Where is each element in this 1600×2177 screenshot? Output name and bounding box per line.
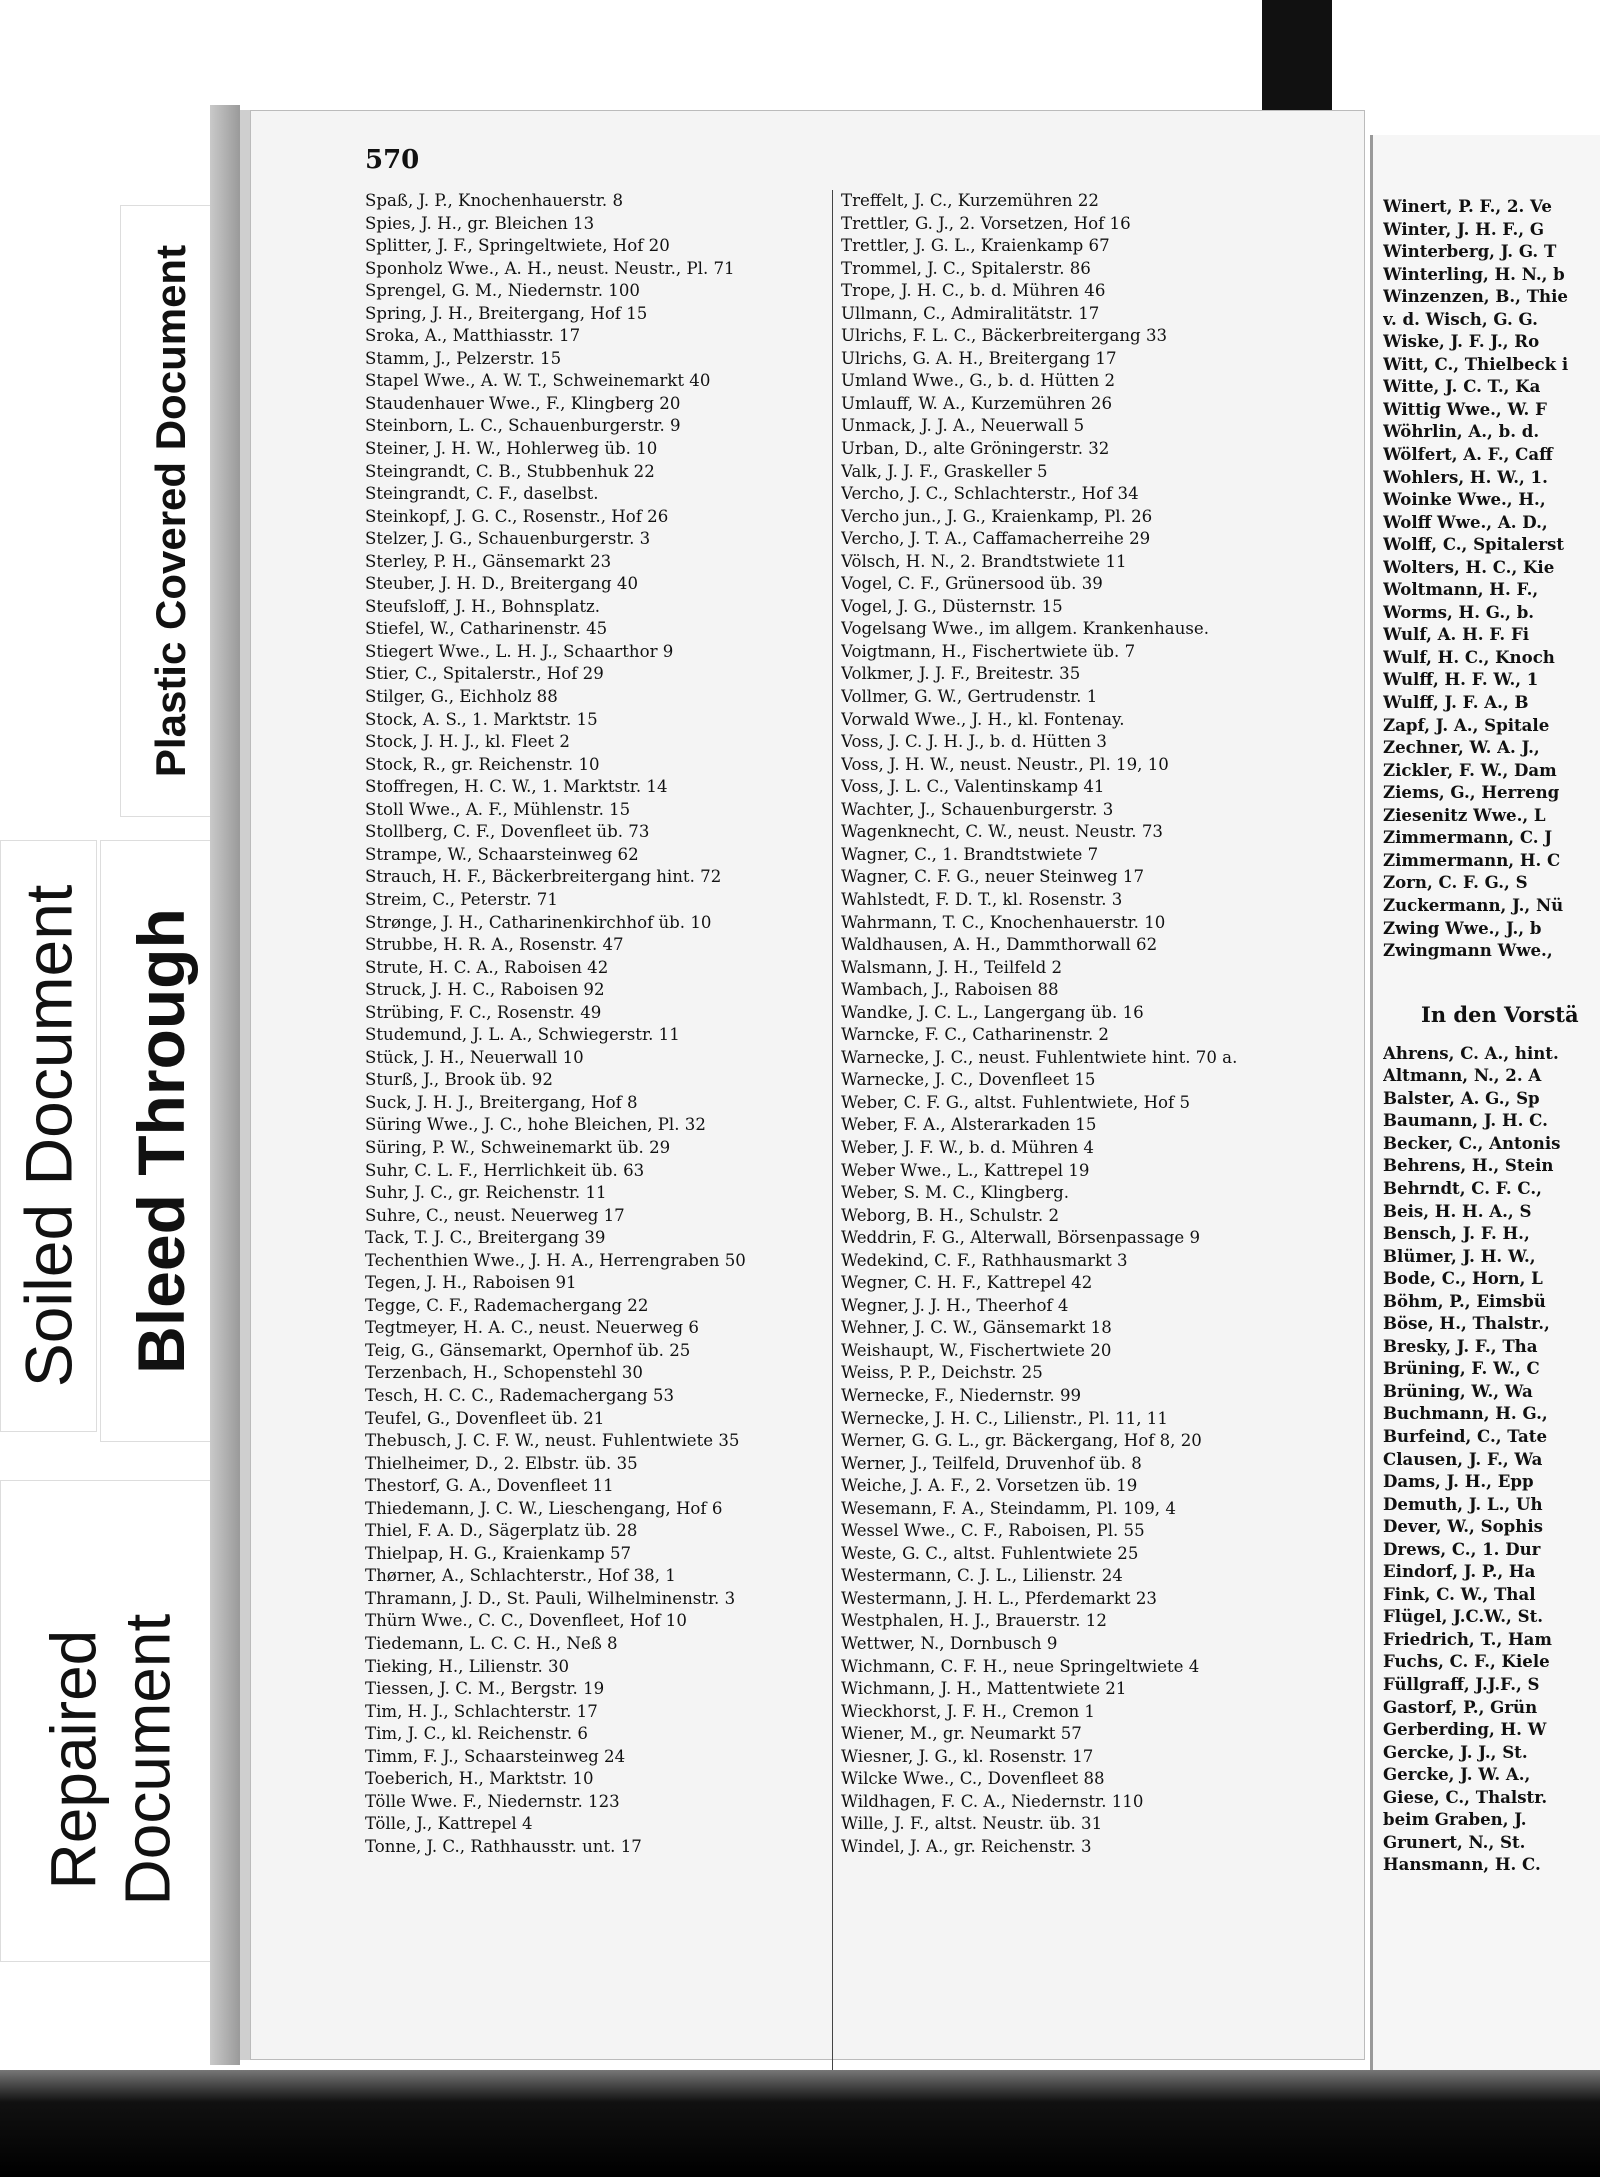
- directory-entry: Studemund, J. L. A., Schwiegerstr. 11: [365, 1025, 680, 1045]
- directory-entry: Wernecke, F., Niedernstr. 99: [841, 1385, 1082, 1405]
- book-edge: [210, 105, 240, 2065]
- directory-entry: Terzenbach, H., Schopenstehl 30: [365, 1363, 643, 1383]
- directory-entry: Werner, J., Teilfeld, Druvenhof üb. 8: [841, 1453, 1142, 1473]
- directory-entry: Wagner, C. F. G., neuer Steinweg 17: [841, 867, 1145, 887]
- directory-entry: Streim, C., Peterstr. 71: [365, 889, 558, 909]
- directory-entry: Bode, C., Horn, L: [1383, 1268, 1543, 1289]
- directory-entry: Wildhagen, F. C. A., Niedernstr. 110: [841, 1791, 1144, 1811]
- directory-entry: Zickler, F. W., Dam: [1383, 759, 1557, 780]
- directory-entry: Vorwald Wwe., J. H., kl. Fontenay.: [841, 709, 1125, 729]
- directory-entry: Ullmann, C., Admiralitätstr. 17: [841, 303, 1100, 323]
- directory-entry: Wessel Wwe., C. F., Raboisen, Pl. 55: [841, 1521, 1145, 1541]
- directory-entry: Zwingmann Wwe.,: [1383, 940, 1553, 961]
- directory-entry: Steiner, J. H. W., Hohlerweg üb. 10: [365, 439, 658, 459]
- directory-entry: Weiche, J. A. F., 2. Vorsetzen üb. 19: [841, 1476, 1138, 1496]
- directory-entry: Ziesenitz Wwe., L: [1383, 804, 1546, 825]
- directory-entry: Witte, J. C. T., Ka: [1383, 376, 1541, 397]
- directory-entry: Stapel Wwe., A. W. T., Schweinemarkt 40: [365, 371, 711, 391]
- directory-entry: Zechner, W. A. J.,: [1383, 737, 1540, 758]
- directory-entry: Wegner, C. H. F., Kattrepel 42: [841, 1273, 1093, 1293]
- directory-entry: Tonne, J. C., Rathhausstr. unt. 17: [365, 1836, 642, 1856]
- directory-entry: Suhr, J. C., gr. Reichenstr. 11: [365, 1183, 607, 1203]
- directory-entry: Flügel, J.C.W., St.: [1383, 1606, 1544, 1627]
- directory-entry: Voss, J. L. C., Valentinskamp 41: [841, 777, 1105, 797]
- directory-entry: Wichmann, J. H., Mattentwiete 21: [841, 1679, 1127, 1699]
- directory-entry: Trommel, J. C., Spitalerstr. 86: [841, 258, 1091, 278]
- directory-entry: Weborg, B. H., Schulstr. 2: [841, 1205, 1060, 1225]
- directory-entry: Wohlers, H. W., 1.: [1383, 466, 1548, 487]
- repaired-tag: [0, 1480, 222, 1962]
- directory-entry: Dams, J. H., Epp: [1383, 1471, 1534, 1492]
- directory-entry: Voss, J. H. W., neust. Neustr., Pl. 19, 10: [841, 754, 1169, 774]
- directory-entry: Ulrichs, F. L. C., Bäckerbreitergang 33: [841, 326, 1168, 346]
- directory-entry: Strampe, W., Schaarsteinweg 62: [365, 844, 639, 864]
- directory-entry: Toeberich, H., Marktstr. 10: [365, 1769, 594, 1789]
- directory-entry: Burfeind, C., Tate: [1383, 1425, 1548, 1446]
- directory-entry: Drews, C., 1. Dur: [1383, 1538, 1541, 1559]
- directory-entry: Spring, J. H., Breitergang, Hof 15: [365, 303, 648, 323]
- directory-entry: Friedrich, T., Ham: [1383, 1628, 1552, 1649]
- directory-entry: Giese, C., Thalstr.: [1383, 1786, 1548, 1807]
- directory-entry: Tiedemann, L. C. C. H., Neß 8: [365, 1634, 618, 1653]
- directory-entry: Westermann, C. J. L., Lilienstr. 24: [841, 1566, 1123, 1586]
- directory-entry: Winter, J. H. F., G: [1383, 218, 1544, 239]
- directory-entry: Wagenknecht, C. W., neust. Neustr. 73: [841, 822, 1163, 842]
- repaired-label: [37, 1520, 184, 2000]
- directory-entry: Stock, R., gr. Reichenstr. 10: [365, 754, 600, 774]
- directory-entry: Bresky, J. F., Tha: [1383, 1335, 1538, 1356]
- directory-entry: Wille, J. F., altst. Neustr. üb. 31: [841, 1814, 1103, 1834]
- bleed-through-label: Bleed Through: [124, 908, 198, 1374]
- directory-entry: Becker, C., Antonis: [1383, 1132, 1561, 1153]
- directory-entry: Wedekind, C. F., Rathhausmarkt 3: [841, 1250, 1128, 1270]
- directory-entry: Balster, A. G., Sp: [1383, 1087, 1540, 1108]
- directory-entry: Urban, D., alte Gröningerstr. 32: [841, 439, 1110, 459]
- directory-entry: Behrens, H., Stein: [1383, 1155, 1554, 1176]
- directory-entry: Steinkopf, J. G. C., Rosenstr., Hof 26: [365, 506, 669, 526]
- directory-entry: Wagner, C., 1. Brandtstwiete 7: [841, 844, 1099, 864]
- directory-entry: Stock, J. H. J., kl. Fleet 2: [365, 732, 570, 752]
- page-number: 570: [365, 145, 420, 175]
- soiled-label: Soiled Document: [11, 884, 86, 1388]
- directory-entry: Wiesner, J. G., kl. Rosenstr. 17: [841, 1746, 1094, 1766]
- directory-entry: Weber, J. F. W., b. d. Mühren 4: [841, 1137, 1094, 1157]
- directory-entry: Stiefel, W., Catharinenstr. 45: [365, 619, 608, 639]
- directory-entry: Zorn, C. F. G., S: [1383, 872, 1528, 893]
- directory-entry: Wilcke Wwe., C., Dovenfleet 88: [841, 1769, 1105, 1789]
- directory-entry: Thebusch, J. C. F. W., neust. Fuhlentwiete 35: [365, 1431, 740, 1451]
- directory-entry: Stelzer, J. G., Schauenburgerstr. 3: [365, 529, 651, 549]
- directory-entry: Weber, S. M. C., Klingberg.: [841, 1183, 1070, 1203]
- directory-entry: Voss, J. C. J. H. J., b. d. Hütten 3: [841, 732, 1107, 752]
- directory-entry: Steinborn, L. C., Schauenburgerstr. 9: [365, 416, 681, 436]
- scan-edge-bar: [1262, 0, 1332, 120]
- directory-entry: Zimmermann, H. C: [1383, 849, 1561, 870]
- directory-entry: Thramann, J. D., St. Pauli, Wilhelminenstr. 3: [365, 1588, 736, 1608]
- directory-entry: Trettler, G. J., 2. Vorsetzen, Hof 16: [841, 213, 1131, 233]
- directory-entry: Behrndt, C. F. C.,: [1383, 1177, 1542, 1198]
- directory-entry: Winzenzen, B., Thie: [1383, 286, 1568, 307]
- directory-entry: Wahlstedt, F. D. T., kl. Rosenstr. 3: [841, 889, 1123, 909]
- directory-entry: Sroka, A., Matthiasstr. 17: [365, 326, 581, 346]
- directory-entry: Stock, A. S., 1. Marktstr. 15: [365, 709, 598, 729]
- directory-entry: Volkmer, J. J. F., Breitestr. 35: [841, 664, 1081, 684]
- directory-entry: Thiedemann, J. C. W., Lieschengang, Hof 6: [365, 1498, 723, 1518]
- plastic-covered-tag: [120, 205, 222, 817]
- directory-entry: Altmann, N., 2. A: [1383, 1065, 1542, 1086]
- directory-entry: Stiegert Wwe., L. H. J., Schaarthor 9: [365, 641, 674, 661]
- scan-bottom-bar: [0, 2070, 1600, 2177]
- directory-entry: Thielheimer, D., 2. Elbstr. üb. 35: [365, 1453, 638, 1473]
- directory-entry: Suhre, C., neust. Neuerweg 17: [365, 1205, 625, 1225]
- directory-entry: Unmack, J. J. A., Neuerwall 5: [841, 416, 1085, 436]
- directory-entry: Thielpap, H. G., Kraienkamp 57: [365, 1543, 632, 1563]
- directory-entry: Waldhausen, A. H., Dammthorwall 62: [841, 935, 1158, 955]
- directory-entry: Suck, J. H. J., Breitergang, Hof 8: [365, 1092, 638, 1112]
- directory-entry: Zapf, J. A., Spitale: [1383, 714, 1550, 735]
- directory-entry: Techenthien Wwe., J. H. A., Herrengraben 50: [365, 1250, 746, 1270]
- directory-entry: Winterling, H. N., b: [1383, 263, 1565, 284]
- directory-entry: Wittig Wwe., W. F: [1383, 398, 1547, 419]
- directory-entry: Winert, P. F., 2. Ve: [1383, 196, 1552, 216]
- directory-entry: Woinke Wwe., H.,: [1383, 489, 1546, 510]
- directory-entry: Tack, T. J. C., Breitergang 39: [365, 1228, 606, 1248]
- directory-entry: Wulf, A. H. F. Fi: [1383, 624, 1530, 645]
- plastic-covered-label: Plastic Covered Document: [147, 244, 195, 778]
- directory-entry: Tiessen, J. C. M., Bergstr. 19: [365, 1679, 605, 1699]
- directory-entry: Steingrandt, C. F., daselbst.: [365, 484, 599, 504]
- directory-entry: Sterley, P. H., Gänsemarkt 23: [365, 551, 612, 571]
- directory-entry: Vogel, J. G., Düsternstr. 15: [841, 596, 1063, 616]
- directory-entry: v. d. Wisch, G. G.: [1383, 308, 1538, 329]
- directory-entry: Gastorf, P., Grün: [1383, 1696, 1538, 1717]
- directory-entry: Stilger, G., Eichholz 88: [365, 687, 558, 707]
- directory-page: [240, 110, 1365, 2060]
- directory-entry: Strübing, F. C., Rosenstr. 49: [365, 1002, 602, 1022]
- directory-entry: Tegge, C. F., Rademachergang 22: [365, 1295, 649, 1315]
- directory-entry: Thestorf, G. A., Dovenfleet 11: [365, 1476, 614, 1496]
- directory-entry: Tölle, J., Kattrepel 4: [365, 1814, 533, 1834]
- directory-entry: Weber, F. A., Alsterarkaden 15: [841, 1115, 1097, 1135]
- directory-entry: Stamm, J., Pelzerstr. 15: [365, 348, 562, 368]
- directory-entry: Weste, G. C., altst. Fuhlentwiete 25: [841, 1543, 1139, 1563]
- directory-entry: Buchmann, H. G.,: [1383, 1403, 1548, 1424]
- soiled-tag: [0, 840, 97, 1432]
- directory-entry: Thørner, A., Schlachterstr., Hof 38, 1: [365, 1566, 676, 1586]
- directory-entry: Fuchs, C. F., Kiele: [1383, 1651, 1550, 1672]
- directory-entry: Vercho, J. T. A., Caffamacherreihe 29: [841, 529, 1151, 549]
- directory-entry: Süring, P. W., Schweinemarkt üb. 29: [365, 1137, 671, 1157]
- directory-entry: Valk, J. J. F., Graskeller 5: [841, 461, 1048, 481]
- directory-entry: Stück, J. H., Neuerwall 10: [365, 1047, 584, 1067]
- directory-entry: Thürn Wwe., C. C., Dovenfleet, Hof 10: [365, 1611, 687, 1631]
- directory-entry: Clausen, J. F., Wa: [1383, 1448, 1543, 1469]
- directory-entry: Wachter, J., Schauenburgerstr. 3: [841, 799, 1114, 819]
- directory-entry: Spaß, J. P., Knochenhauerstr. 8: [365, 191, 624, 210]
- repaired-label-line2: Document: [111, 1613, 183, 1906]
- directory-entry: Weber Wwe., L., Kattrepel 19: [841, 1160, 1090, 1180]
- directory-entry: Warncke, F. C., Catharinenstr. 2: [841, 1025, 1109, 1045]
- directory-entry: Winterberg, J. G. T: [1383, 241, 1557, 262]
- directory-entry: Böse, H., Thalstr.,: [1383, 1313, 1550, 1334]
- directory-entry: Wolff Wwe., A. D.,: [1383, 511, 1548, 532]
- directory-entry: Weddrin, F. G., Alterwall, Börsenpassage 9: [841, 1228, 1201, 1248]
- directory-entry: Wernecke, J. H. C., Lilienstr., Pl. 11, 11: [841, 1408, 1168, 1428]
- directory-entry: Warnecke, J. C., Dovenfleet 15: [841, 1070, 1096, 1090]
- directory-entry: Wehner, J. C. W., Gänsemarkt 18: [841, 1318, 1112, 1338]
- directory-entry: Splitter, J. F., Springeltwiete, Hof 20: [365, 236, 670, 256]
- directory-entry: Wichmann, C. F. H., neue Springeltwiete 4: [841, 1656, 1200, 1676]
- directory-entry: Vercho, J. C., Schlachterstr., Hof 34: [841, 484, 1139, 504]
- directory-entry: Strubbe, H. R. A., Rosenstr. 47: [365, 935, 624, 955]
- directory-entry: Tölle Wwe. F., Niedernstr. 123: [365, 1791, 620, 1811]
- directory-entry: Trope, J. H. C., b. d. Mühren 46: [841, 281, 1106, 301]
- directory-entry: Stoll Wwe., A. F., Mühlenstr. 15: [365, 799, 631, 819]
- directory-entry: Sponholz Wwe., A. H., neust. Neustr., Pl. 71: [365, 258, 735, 278]
- repaired-label-line1: Repaired: [37, 1629, 110, 1890]
- directory-entry: Staudenhauer Wwe., F., Klingberg 20: [365, 393, 681, 413]
- directory-entry: Zuckermann, J., Nü: [1383, 894, 1564, 915]
- right-column-bottom: [1383, 1042, 1560, 1876]
- directory-entry: Tegtmeyer, H. A. C., neust. Neuerweg 6: [365, 1318, 699, 1338]
- directory-entry: Blümer, J. H. W.,: [1383, 1245, 1536, 1266]
- directory-entry: Westermann, J. H. L., Pferdemarkt 23: [841, 1588, 1157, 1608]
- directory-entry: Steuber, J. H. D., Breitergang 40: [365, 574, 639, 594]
- directory-entry: Vogelsang Wwe., im allgem. Krankenhause.: [841, 619, 1209, 639]
- directory-entry: Sturß, J., Brook üb. 92: [365, 1070, 553, 1090]
- directory-entry: Bensch, J. F. H.,: [1383, 1223, 1530, 1244]
- directory-entry: Ahrens, C. A., hint.: [1383, 1042, 1559, 1063]
- directory-entry: Wölfert, A. F., Caff: [1383, 444, 1553, 465]
- right-column-top: [1383, 195, 1568, 962]
- directory-entry: Böhm, P., Eimsbü: [1383, 1290, 1546, 1311]
- directory-entry: Eindorf, J. P., Ha: [1383, 1561, 1536, 1582]
- directory-entry: Voigtmann, H., Fischertwiete üb. 7: [841, 641, 1136, 661]
- directory-entry: Wegner, J. J. H., Theerhof 4: [841, 1295, 1069, 1315]
- directory-entry: Trettler, J. G. L., Kraienkamp 67: [841, 236, 1110, 256]
- directory-entry: Steingrandt, C. B., Stubbenhuk 22: [365, 461, 655, 481]
- directory-entry: Demuth, J. L., Uh: [1383, 1493, 1543, 1514]
- directory-entry: Umland Wwe., G., b. d. Hütten 2: [841, 371, 1116, 391]
- directory-entry: Dever, W., Sophis: [1383, 1516, 1543, 1537]
- directory-entry: Ulrichs, G. A. H., Breitergang 17: [841, 348, 1117, 368]
- directory-entry: Steufsloff, J. H., Bohnsplatz.: [365, 596, 601, 616]
- directory-entry: Werner, G. G. L., gr. Bäckergang, Hof 8, 20: [841, 1431, 1202, 1451]
- directory-entry: Wolters, H. C., Kie: [1383, 556, 1555, 577]
- directory-entry: Wiske, J. F. J., Ro: [1383, 331, 1540, 352]
- directory-entry: Wahrmann, T. C., Knochenhauerstr. 10: [841, 912, 1166, 932]
- directory-entry: Tesch, H. C. C., Rademachergang 53: [365, 1385, 675, 1405]
- directory-entry: Wöhrlin, A., b. d.: [1383, 421, 1540, 442]
- directory-entry: Brüning, F. W., C: [1383, 1358, 1540, 1379]
- directory-entry: Witt, C., Thielbeck i: [1383, 353, 1569, 374]
- directory-entry: beim Graben, J.: [1383, 1809, 1527, 1830]
- directory-entry: Wandke, J. C. L., Langergang üb. 16: [841, 1002, 1144, 1022]
- facing-page: [1370, 135, 1600, 2070]
- directory-entry: Wulff, H. F. W., 1: [1383, 669, 1539, 690]
- directory-entry: Fink, C. W., Thal: [1383, 1583, 1536, 1604]
- directory-entry: Gercke, J. J., St.: [1383, 1741, 1528, 1762]
- directory-entry: Teufel, G., Dovenfleet üb. 21: [365, 1408, 605, 1428]
- directory-entry: Spies, J. H., gr. Bleichen 13: [365, 213, 595, 233]
- directory-entry: Worms, H. G., b.: [1383, 601, 1535, 622]
- directory-entry: Wesemann, F. A., Steindamm, Pl. 109, 4: [841, 1498, 1176, 1518]
- directory-entry: Wieckhorst, J. F. H., Cremon 1: [841, 1701, 1095, 1721]
- middle-column: [832, 190, 1361, 2070]
- directory-entry: Zwing Wwe., J., b: [1383, 917, 1542, 938]
- directory-entry: Westphalen, H. J., Brauerstr. 12: [841, 1611, 1107, 1631]
- directory-entry: Süring Wwe., J. C., hohe Bleichen, Pl. 32: [365, 1115, 706, 1135]
- directory-entry: Sprengel, G. M., Niedernstr. 100: [365, 281, 640, 301]
- directory-entry: Struck, J. H. C., Raboisen 92: [365, 980, 605, 1000]
- directory-entry: Tieking, H., Lilienstr. 30: [365, 1656, 570, 1676]
- directory-entry: Wolff, C., Spitalerst: [1383, 534, 1564, 555]
- directory-entry: Vogel, C. F., Grünersood üb. 39: [841, 574, 1103, 594]
- directory-entry: Weiss, P. P., Deichstr. 25: [841, 1363, 1043, 1383]
- directory-entry: Füllgraff, J.J.F., S: [1383, 1674, 1540, 1694]
- directory-entry: Umlauff, W. A., Kurzemühren 26: [841, 393, 1113, 413]
- directory-entry: Walsmann, J. H., Teilfeld 2: [841, 957, 1063, 977]
- directory-entry: Treffelt, J. C., Kurzemühren 22: [841, 191, 1099, 210]
- directory-entry: Weber, C. F. G., altst. Fuhlentwiete, Hof 5: [841, 1092, 1191, 1112]
- directory-entry: Warnecke, J. C., neust. Fuhlentwiete hint. 70 a.: [841, 1047, 1238, 1067]
- directory-entry: Gerberding, H. W: [1383, 1719, 1547, 1740]
- directory-entry: Vollmer, G. W., Gertrudenstr. 1: [841, 687, 1098, 707]
- directory-entry: Gercke, J. W. A.,: [1383, 1764, 1531, 1785]
- directory-entry: Stier, C., Spitalerstr., Hof 29: [365, 664, 604, 684]
- directory-entry: Ziems, G., Herreng: [1383, 782, 1560, 803]
- directory-entry: Wiener, M., gr. Neumarkt 57: [841, 1724, 1082, 1744]
- directory-entry: Zimmermann, C. J: [1383, 827, 1553, 848]
- directory-entry: Tim, H. J., Schlachterstr. 17: [365, 1701, 598, 1721]
- label-strip: [0, 0, 220, 2177]
- directory-entry: Wettwer, N., Dornbusch 9: [841, 1634, 1058, 1653]
- directory-entry: Baumann, J. H. C.: [1383, 1110, 1548, 1131]
- directory-entry: Wambach, J., Raboisen 88: [841, 980, 1059, 1000]
- directory-entry: Tegen, J. H., Raboisen 91: [365, 1273, 577, 1293]
- directory-entry: Vercho jun., J. G., Kraienkamp, Pl. 26: [841, 506, 1153, 526]
- directory-entry: Thiel, F. A. D., Sägerplatz üb. 28: [365, 1521, 638, 1541]
- directory-entry: Strauch, H. F., Bäckerbreitergang hint. 72: [365, 867, 722, 887]
- directory-entry: Tim, J. C., kl. Reichenstr. 6: [365, 1724, 588, 1744]
- directory-entry: Suhr, C. L. F., Herrlichkeit üb. 63: [365, 1160, 645, 1180]
- directory-entry: Strute, H. C. A., Raboisen 42: [365, 957, 609, 977]
- directory-entry: Windel, J. A., gr. Reichenstr. 3: [841, 1836, 1092, 1856]
- directory-entry: Woltmann, H. F.,: [1383, 579, 1539, 600]
- directory-entry: Grunert, N., St.: [1383, 1831, 1526, 1852]
- directory-entry: Hansmann, H. C.: [1383, 1854, 1541, 1875]
- directory-entry: Strønge, J. H., Catharinenkirchhof üb. 10: [365, 912, 712, 932]
- directory-entry: Völsch, H. N., 2. Brandtstwiete 11: [841, 551, 1127, 571]
- bleed-through-tag: [100, 840, 222, 1442]
- directory-entry: Wulf, H. C., Knoch: [1383, 646, 1555, 667]
- directory-entry: Stoffregen, H. C. W., 1. Marktstr. 14: [365, 777, 668, 797]
- section-heading: In den Vorstä: [1421, 1001, 1579, 1027]
- directory-entry: Brüning, W., Wa: [1383, 1380, 1533, 1401]
- directory-entry: Timm, F. J., Schaarsteinweg 24: [365, 1746, 626, 1766]
- directory-entry: Stollberg, C. F., Dovenfleet üb. 73: [365, 822, 650, 842]
- directory-entry: Beis, H. H. A., S: [1383, 1200, 1532, 1221]
- directory-entry: Teig, G., Gänsemarkt, Opernhof üb. 25: [365, 1340, 691, 1360]
- directory-entry: Wulff, J. F. A., B: [1383, 692, 1529, 713]
- directory-entry: Weishaupt, W., Fischertwiete 20: [841, 1340, 1112, 1360]
